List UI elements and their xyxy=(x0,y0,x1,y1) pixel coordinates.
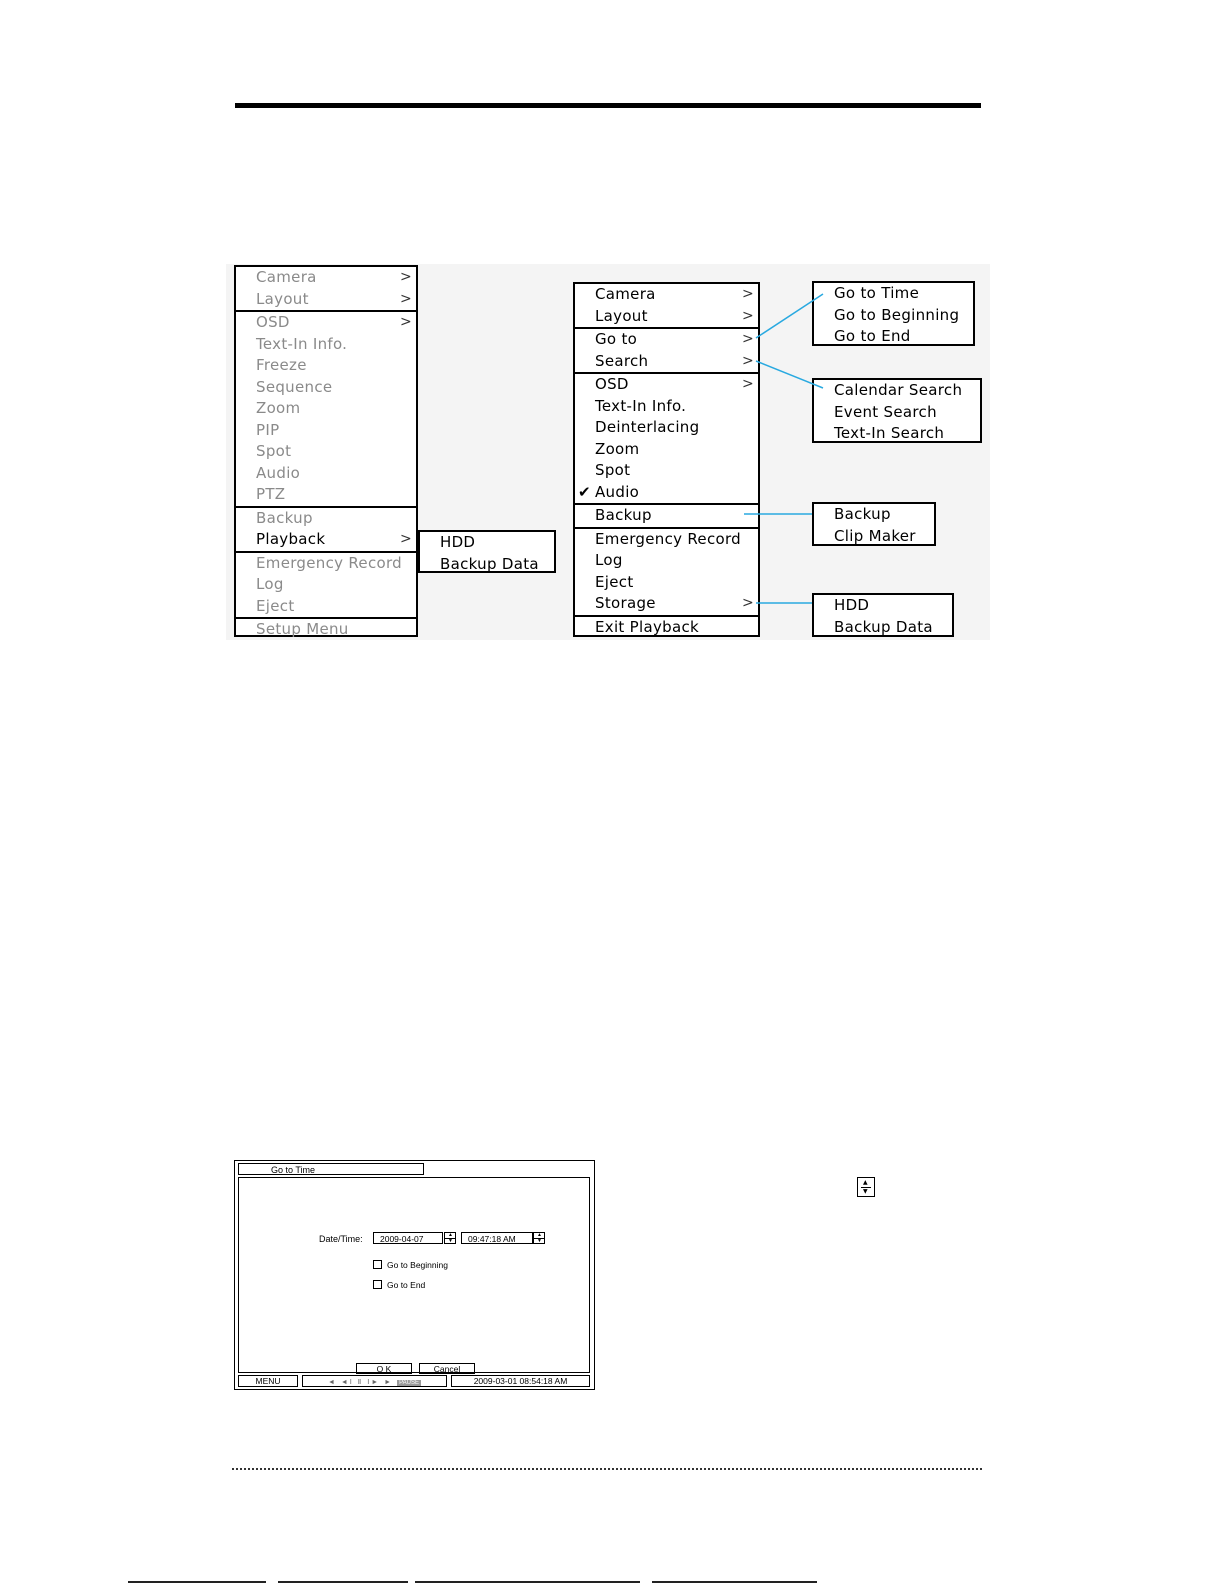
live-item-camera[interactable] xyxy=(236,267,416,289)
live-section xyxy=(236,553,416,620)
submenu-item-text-in-search[interactable]: Text-In Search xyxy=(834,424,945,442)
chevron-right-icon: > xyxy=(741,595,754,611)
header-rule xyxy=(235,103,981,108)
playback-control-icons[interactable]: ◄ ◄Ⅰ Ⅱ Ⅰ► ► xyxy=(328,1379,394,1386)
menu-item-label: Camera xyxy=(595,285,656,303)
playback-item-storage[interactable] xyxy=(575,593,758,615)
submenu-item-backup-data[interactable]: Backup Data xyxy=(440,554,539,573)
menu-item-label: Log xyxy=(256,575,284,593)
footer-line-segment xyxy=(128,1581,266,1583)
footer-line-segment xyxy=(652,1581,817,1583)
menu-item-label: Eject xyxy=(256,596,295,615)
playback-section xyxy=(575,505,758,529)
live-section xyxy=(236,312,416,508)
search-submenu xyxy=(812,378,982,443)
screen-body xyxy=(238,1177,590,1373)
menu-item-label: Deinterlacing xyxy=(595,418,700,436)
chevron-right-icon: > xyxy=(741,331,754,347)
menu-item-label: PIP xyxy=(256,420,280,439)
playback-section xyxy=(575,617,758,639)
submenu-item-hdd[interactable]: HDD xyxy=(834,596,870,614)
live-item-text-in-info[interactable] xyxy=(236,334,416,356)
playback-item-backup[interactable] xyxy=(575,505,758,527)
screen-tab-title[interactable]: Go to Time xyxy=(238,1163,424,1175)
live-item-freeze[interactable] xyxy=(236,355,416,377)
live-item-spot[interactable] xyxy=(236,441,416,463)
menu-item-label: OSD xyxy=(595,375,629,393)
menu-item-label: Emergency Record xyxy=(256,553,402,572)
playback-controls[interactable] xyxy=(302,1375,447,1387)
menu-item-label: Text-In Info. xyxy=(595,396,687,415)
go-to-time-screen xyxy=(234,1160,595,1390)
pause-badge: PAUSE xyxy=(399,1380,419,1386)
chevron-right-icon: > xyxy=(741,376,754,392)
playback-item-emergency-record[interactable] xyxy=(575,529,758,551)
backup-submenu xyxy=(812,502,936,546)
submenu-item-go-to-beginning[interactable]: Go to Beginning xyxy=(834,305,960,324)
playback-item-text-in-info[interactable] xyxy=(575,396,758,418)
live-section xyxy=(236,267,416,312)
live-item-eject[interactable] xyxy=(236,596,416,618)
date-spinner-icon[interactable]: ▲ ▼ xyxy=(444,1232,456,1244)
checkbox-icon[interactable] xyxy=(373,1260,382,1269)
submenu-item-calendar-search[interactable]: Calendar Search xyxy=(834,381,963,399)
live-section xyxy=(236,619,416,641)
playback-item-deinterlacing[interactable] xyxy=(575,417,758,439)
chevron-right-icon: > xyxy=(399,290,412,307)
submenu-item-backup-data[interactable]: Backup Data xyxy=(834,617,933,636)
chevron-right-icon: > xyxy=(399,269,412,285)
chevron-right-icon: > xyxy=(741,286,754,302)
playback-context-menu xyxy=(573,282,760,637)
menu-item-label: Go to xyxy=(595,330,638,348)
footer-line-segment xyxy=(415,1581,640,1583)
status-menu-button[interactable]: MENU xyxy=(238,1375,298,1387)
option-go-to-end[interactable] xyxy=(373,1280,425,1290)
chevron-right-icon: > xyxy=(399,314,412,330)
status-datetime: 2009-03-01 08:54:18 AM xyxy=(451,1375,590,1387)
menu-item-label: Layout xyxy=(595,306,648,325)
submenu-item-hdd[interactable]: HDD xyxy=(440,533,476,551)
chevron-right-icon: > xyxy=(741,352,754,369)
menu-item-label: Log xyxy=(595,551,623,569)
menu-item-label: Text-In Info. xyxy=(256,334,348,353)
spinner-icon xyxy=(857,1177,875,1197)
menu-item-label: OSD xyxy=(256,313,290,331)
date-time-label: Date/Time: xyxy=(319,1234,363,1244)
menu-item-label: Backup xyxy=(595,506,652,524)
live-context-menu xyxy=(234,265,418,637)
submenu-item-go-to-time[interactable]: Go to Time xyxy=(834,284,920,302)
playback-item-search[interactable] xyxy=(575,351,758,373)
option-go-to-beginning[interactable] xyxy=(373,1260,448,1270)
menu-item-label: Search xyxy=(595,351,649,370)
live-item-log[interactable] xyxy=(236,574,416,596)
menu-item-label: Freeze xyxy=(256,356,307,374)
live-item-osd[interactable] xyxy=(236,312,416,334)
option-label: Go to Beginning xyxy=(387,1260,448,1270)
playback-section xyxy=(575,374,758,505)
goto-submenu xyxy=(812,281,975,346)
menu-item-label: Camera xyxy=(256,268,317,286)
menu-item-label: Audio xyxy=(595,482,640,501)
menu-item-label: Playback xyxy=(256,530,326,548)
menu-item-label: Spot xyxy=(256,442,292,460)
time-field[interactable]: 09:47:18 AM xyxy=(461,1232,533,1244)
playback-item-go-to[interactable] xyxy=(575,329,758,351)
playback-item-zoom[interactable] xyxy=(575,439,758,461)
menu-item-label: Emergency Record xyxy=(595,529,741,548)
live-item-setup-menu[interactable] xyxy=(236,619,416,641)
playback-item-log[interactable] xyxy=(575,550,758,572)
live-section xyxy=(236,508,416,553)
menu-item-label: Audio xyxy=(256,463,301,482)
menu-item-label: Layout xyxy=(256,289,309,308)
playback-item-camera[interactable] xyxy=(575,284,758,306)
menu-item-label: Spot xyxy=(595,461,631,479)
playback-item-layout[interactable] xyxy=(575,306,758,328)
time-spinner-icon[interactable]: ▲ ▼ xyxy=(533,1232,545,1244)
checkbox-icon[interactable] xyxy=(373,1280,382,1289)
menu-item-label: Exit Playback xyxy=(595,617,699,636)
chevron-right-icon: > xyxy=(399,531,412,547)
live-item-ptz[interactable] xyxy=(236,484,416,506)
menu-item-label: Backup xyxy=(256,508,313,527)
footer-line-segment xyxy=(278,1581,408,1583)
live-item-layout[interactable] xyxy=(236,289,416,311)
storage-submenu xyxy=(812,593,954,637)
ok-button[interactable]: O K xyxy=(356,1363,412,1374)
playback-item-osd[interactable] xyxy=(575,374,758,396)
playback-section xyxy=(575,529,758,617)
down-arrow-icon: ▼ xyxy=(863,1188,868,1195)
cancel-button[interactable]: Cancel xyxy=(419,1363,475,1374)
up-arrow-icon: ▲ xyxy=(863,1179,868,1186)
submenu-item-clip-maker[interactable]: Clip Maker xyxy=(834,526,916,545)
playback-item-eject[interactable] xyxy=(575,572,758,594)
option-label: Go to End xyxy=(387,1280,426,1290)
menu-item-label: Setup Menu xyxy=(256,620,349,638)
live-item-zoom[interactable] xyxy=(236,398,416,420)
submenu-item-event-search[interactable]: Event Search xyxy=(834,402,937,421)
live-item-playback[interactable] xyxy=(236,529,416,551)
live-item-backup[interactable] xyxy=(236,508,416,530)
chevron-right-icon: > xyxy=(741,307,754,324)
live-item-emergency-record[interactable] xyxy=(236,553,416,575)
playback-section xyxy=(575,329,758,374)
playback-section xyxy=(575,284,758,329)
live-item-sequence[interactable] xyxy=(236,377,416,399)
menu-item-label: PTZ xyxy=(256,485,286,503)
status-bar xyxy=(238,1375,590,1387)
menu-item-label: Storage xyxy=(595,594,656,612)
menu-item-label: Sequence xyxy=(256,377,333,396)
submenu-item-backup[interactable]: Backup xyxy=(834,505,891,523)
playback-item-audio[interactable] xyxy=(575,482,758,504)
live-item-audio[interactable] xyxy=(236,463,416,485)
menu-item-label: Eject xyxy=(595,572,634,591)
date-field[interactable]: 2009-04-07 xyxy=(373,1232,443,1244)
submenu-item-go-to-end[interactable]: Go to End xyxy=(834,327,911,345)
menu-item-label: Zoom xyxy=(256,399,301,417)
live-item-pip[interactable] xyxy=(236,420,416,442)
playback-submenu xyxy=(418,530,556,573)
checkmark-icon: ✔ xyxy=(578,482,591,501)
menu-item-label: Zoom xyxy=(595,439,640,458)
playback-item-exit-playback[interactable] xyxy=(575,617,758,639)
playback-item-spot[interactable] xyxy=(575,460,758,482)
footer-rule xyxy=(232,1468,982,1470)
